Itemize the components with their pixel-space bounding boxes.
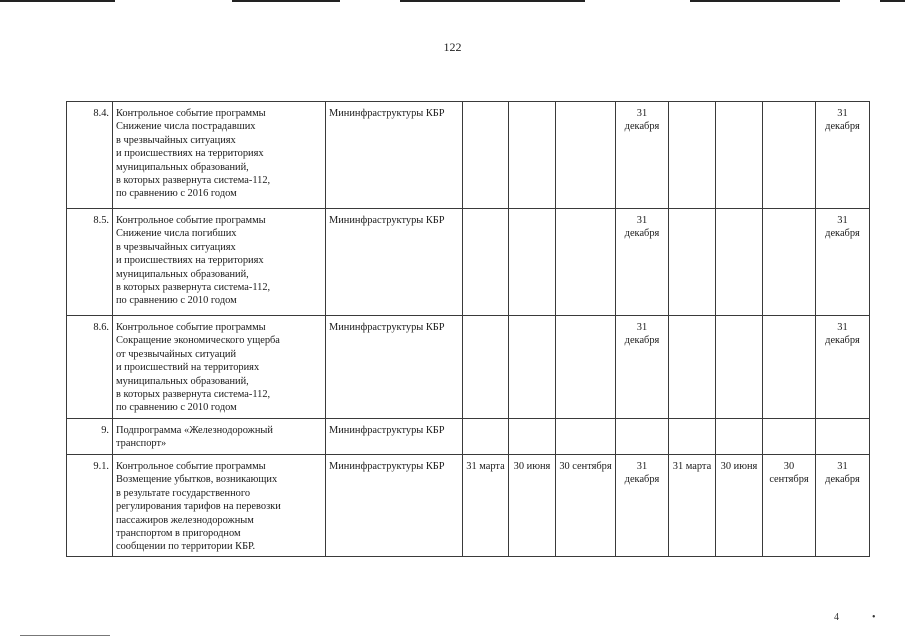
deadline-cell: 31 декабря: [816, 316, 870, 419]
deadline-cell: 31 декабря: [616, 316, 669, 419]
event-description: Контрольное событие программы Снижение числа пострадавших в чрезвычайных ситуациях и происшествиях на территориях муниципальных образований, в которых развернута система-112, по сравнению с 2016 годом: [113, 102, 326, 209]
deadline-cell: [716, 102, 763, 209]
deadline-cell: [556, 316, 616, 419]
deadline-cell: [763, 419, 816, 455]
responsible-executor: Мининфраструктуры КБР: [326, 419, 463, 455]
scan-mark: •: [872, 612, 876, 623]
deadline-cell: [509, 419, 556, 455]
top-scan-line: [400, 0, 585, 2]
deadline-cell: 30 июня: [716, 455, 763, 557]
deadline-cell: [669, 209, 716, 316]
deadline-cell: [463, 209, 509, 316]
event-description: Подпрограмма «Железнодорожный транспорт»: [113, 419, 326, 455]
event-description: Контрольное событие программы Сокращение экономического ущерба от чрезвычайных ситуаций и происшествий на территориях муниципальных образований, в которых развернута система-112, по сравнению с 2010 годом: [113, 316, 326, 419]
row-number: 9.1.: [67, 455, 113, 557]
deadline-cell: [556, 209, 616, 316]
deadline-cell: [509, 209, 556, 316]
row-number: 8.4.: [67, 102, 113, 209]
deadline-cell: [669, 419, 716, 455]
top-scan-line: [880, 0, 905, 2]
deadline-cell: [716, 209, 763, 316]
table-row: [67, 419, 870, 455]
deadline-cell: [616, 419, 669, 455]
top-scan-line: [690, 0, 840, 2]
deadline-cell: [556, 419, 616, 455]
deadline-cell: [463, 102, 509, 209]
deadline-cell: 31 марта: [669, 455, 716, 557]
deadline-cell: [669, 316, 716, 419]
row-number: 8.5.: [67, 209, 113, 316]
deadline-cell: [463, 316, 509, 419]
deadline-cell: [763, 102, 816, 209]
responsible-executor: Мининфраструктуры КБР: [326, 316, 463, 419]
deadline-cell: 31 декабря: [816, 209, 870, 316]
responsible-executor: Мининфраструктуры КБР: [326, 102, 463, 209]
event-description: Контрольное событие программы Возмещение убытков, возникающих в результате государственного регулирования тарифов на перевозки пассажиров железнодорожным транспортом в пригородном сообщении по территории КБР.: [113, 455, 326, 557]
deadline-cell: 31 декабря: [616, 102, 669, 209]
plan-table: [66, 101, 870, 557]
responsible-executor: Мининфраструктуры КБР: [326, 455, 463, 557]
table-row: [67, 102, 870, 209]
top-scan-line: [0, 0, 115, 2]
deadline-cell: [816, 419, 870, 455]
page-number: 122: [443, 40, 462, 54]
event-description: Контрольное событие программы Снижение числа погибших в чрезвычайных ситуациях и происшествиях на территориях муниципальных образований, в которых развернута система-112, по сравнению с 2010 годом: [113, 209, 326, 316]
deadline-cell: 30 июня: [509, 455, 556, 557]
deadline-cell: 30 сентября: [556, 455, 616, 557]
responsible-executor: Мининфраструктуры КБР: [326, 209, 463, 316]
deadline-cell: [463, 419, 509, 455]
row-number: 9.: [67, 419, 113, 455]
deadline-cell: [763, 209, 816, 316]
deadline-cell: [556, 102, 616, 209]
deadline-cell: 31 декабря: [816, 455, 870, 557]
row-number: 8.6.: [67, 316, 113, 419]
scan-mark: 4: [834, 612, 839, 623]
top-scan-line: [232, 0, 340, 2]
deadline-cell: 31 декабря: [616, 455, 669, 557]
table-row: [67, 209, 870, 316]
deadline-cell: [669, 102, 716, 209]
table-row: [67, 455, 870, 557]
deadline-cell: 31 декабря: [616, 209, 669, 316]
deadline-cell: [716, 316, 763, 419]
deadline-cell: [509, 102, 556, 209]
deadline-cell: [509, 316, 556, 419]
deadline-cell: [716, 419, 763, 455]
deadline-cell: [763, 316, 816, 419]
deadline-cell: 30 сентября: [763, 455, 816, 557]
deadline-cell: 31 декабря: [816, 102, 870, 209]
deadline-cell: 31 марта: [463, 455, 509, 557]
table-row: [67, 316, 870, 419]
bottom-scan-line: [20, 635, 110, 636]
